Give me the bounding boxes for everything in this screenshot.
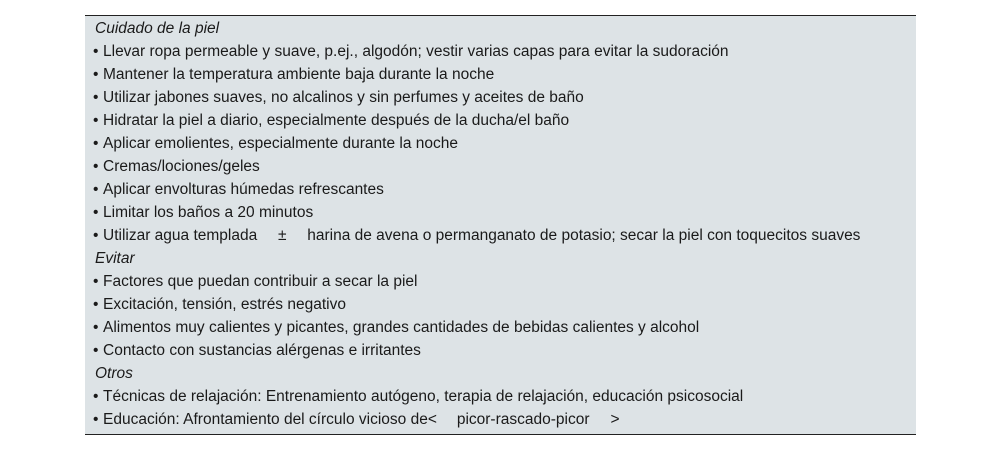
bullet: •	[93, 158, 99, 175]
list-item-text: picor-rascado-picor	[456, 411, 590, 428]
list-item-text: harina de avena o permanganato de potasio; secar la piel con toquecitos suaves	[307, 227, 861, 244]
section-heading-avoid: Evitar	[95, 250, 135, 267]
list-item	[85, 201, 916, 224]
list-item-text: Limitar los baños a 20 minutos	[103, 204, 314, 221]
bullet: •	[93, 204, 99, 221]
plus-minus-symbol: ±	[277, 227, 287, 244]
list-item	[85, 132, 916, 155]
bullet: •	[93, 319, 99, 336]
section-heading-others: Otros	[95, 365, 133, 382]
open-angle-symbol: <	[427, 411, 437, 428]
list-item-text: Aplicar emolientes, especialmente durante la noche	[103, 135, 458, 152]
bullet: •	[93, 273, 99, 290]
list-item	[85, 385, 916, 408]
list-item	[85, 40, 916, 63]
bullet: •	[93, 227, 99, 244]
list-item-text: Llevar ropa permeable y suave, p.ej., algodón; vestir varias capas para evitar la sudoración	[103, 43, 729, 60]
list-item-text: Cremas/lociones/geles	[103, 158, 260, 175]
list-item-text: Aplicar envolturas húmedas refrescantes	[103, 181, 384, 198]
list-item	[85, 293, 916, 316]
list-item-text: Mantener la temperatura ambiente baja durante la noche	[103, 66, 495, 83]
skin-care-table	[85, 15, 916, 435]
list-item	[85, 408, 916, 431]
bullet: •	[93, 43, 99, 60]
bullet: •	[93, 66, 99, 83]
list-item	[85, 155, 916, 178]
list-item	[85, 339, 916, 362]
bullet: •	[93, 411, 99, 428]
section-heading-skin-care: Cuidado de la piel	[95, 20, 220, 37]
bullet: •	[93, 181, 99, 198]
list-item	[85, 316, 916, 339]
list-item-text: Utilizar jabones suaves, no alcalinos y sin perfumes y aceites de baño	[103, 89, 584, 106]
list-item	[85, 270, 916, 293]
list-item	[85, 86, 916, 109]
bullet: •	[93, 135, 99, 152]
list-item-text: Excitación, tensión, estrés negativo	[103, 296, 346, 313]
list-item-text: Educación: Afrontamiento del círculo vicioso de	[103, 411, 428, 428]
list-item	[85, 109, 916, 132]
list-item	[85, 178, 916, 201]
list-item-text: Técnicas de relajación: Entrenamiento autógeno, terapia de relajación, educación psicosocial	[103, 388, 744, 405]
list-item-text: Contacto con sustancias alérgenas e irritantes	[103, 342, 421, 359]
bullet: •	[93, 296, 99, 313]
list-item-text: Hidratar la piel a diario, especialmente después de la ducha/el baño	[103, 112, 570, 129]
bullet: •	[93, 388, 99, 405]
bullet: •	[93, 89, 99, 106]
bullet: •	[93, 112, 99, 129]
list-item	[85, 63, 916, 86]
list-item	[85, 224, 916, 247]
list-item-text: Factores que puedan contribuir a secar la piel	[103, 273, 418, 290]
list-item-text: Utilizar agua templada	[103, 227, 258, 244]
close-angle-symbol: >	[610, 411, 620, 428]
list-item-text: Alimentos muy calientes y picantes, grandes cantidades de bebidas calientes y alcohol	[103, 319, 700, 336]
bullet: •	[93, 342, 99, 359]
